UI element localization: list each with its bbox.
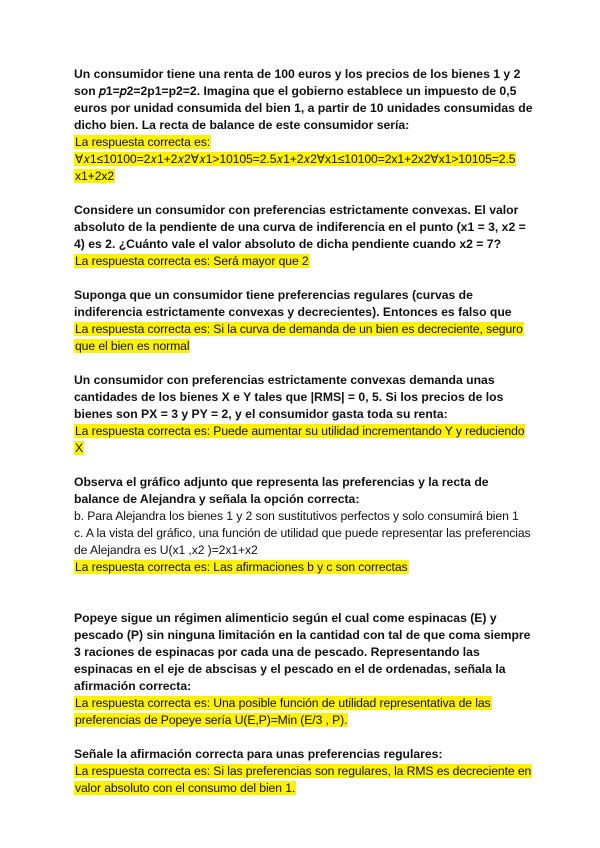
option-c-text: c. A la vista del gráfico, una función de utilidad que puede representar las preferencias de Alejandra es U(x1 ,x2 )=2x1+x2 — [74, 526, 531, 557]
spacer — [74, 355, 534, 372]
spacer — [74, 185, 534, 202]
question-block-6 — [74, 610, 534, 729]
spacer — [74, 457, 534, 474]
answer-text — [74, 321, 534, 355]
question-block-7 — [74, 746, 534, 797]
question-text: Considere un consumidor con preferencias estrictamente convexas. El valor absoluto de la pendiente de una curva de indiferencia en el punto (x1 = 3, x2 = 4) es 2. ¿Cuánto vale el valor absoluto de dicha pendiente cuando x2 = 7? — [74, 203, 526, 251]
answer-highlight: La respuesta correcta es: Puede aumentar su utilidad incrementando Y y reduciendo X — [75, 424, 525, 455]
answer-text — [74, 695, 534, 729]
question-text: Suponga que un consumidor tiene preferencias regulares (curvas de indiferencia estrictamente convexas y decrecientes). Entonces es falso que — [74, 288, 512, 319]
question-block-5 — [74, 474, 534, 576]
answer-highlight: La respuesta correcta es: Si la curva de demanda de un bien es decreciente, seguro que el bien es normal — [75, 322, 523, 353]
question-text: Un consumidor tiene una renta de 100 euros y los precios de los bienes 1 y 2 son 𝑝1=𝑝2=2p1=p2=2. Imagina que el gobierno establece un impuesto de 0,5 euros por unidad consumida del bien 1, a partir de 10 unidades consumidas de dicho bien. La recta de balance de este consumidor sería: — [74, 67, 533, 132]
answer-text — [74, 253, 534, 270]
answer-text — [74, 423, 534, 457]
answer-text — [74, 134, 534, 185]
answer-text — [74, 559, 534, 576]
spacer — [74, 270, 534, 287]
answer-highlight: La respuesta correcta es: Una posible función de utilidad representativa de las preferencias de Popeye sería U(E,P)=Min (E/3 , P). — [75, 696, 491, 727]
answer-text — [74, 763, 534, 797]
question-block-4 — [74, 372, 534, 457]
answer-highlight: La respuesta correcta es: Será mayor que 2 — [75, 254, 309, 268]
answer-highlight: La respuesta correcta es: Si las preferencias son regulares, la RMS es decreciente en valor absoluto con el consumo del bien 1. — [75, 764, 532, 795]
question-text: Señale la afirmación correcta para unas preferencias regulares: — [74, 747, 443, 761]
question-block-2 — [74, 202, 534, 270]
answer-highlight: La respuesta correcta es: ∀𝑥1≤10100=2𝑥1+2𝑥2∀𝑥1>10105=2.5𝑥1+2𝑥2∀x1≤10100=2x1+2x2∀x1>10105=2.5 x1+2x2 — [75, 135, 516, 183]
question-text: Observa el gráfico adjunto que representa las preferencias y la recta de balance de Alejandra y señala la opción correcta: — [74, 475, 489, 506]
answer-highlight: La respuesta correcta es: Las afirmaciones b y c son correctas — [75, 560, 408, 574]
question-block-1 — [74, 66, 534, 185]
question-text: Popeye sigue un régimen alimenticio según el cual come espinacas (E) y pescado (P) sin ninguna limitación en la cantidad con tal de que coma siempre 3 raciones de espinacas por cada una de pescado. Representando las espinacas en el eje de abscisas y el pescado en el de ordenadas, señala la afirmación correcta: — [74, 611, 531, 693]
spacer — [74, 576, 534, 610]
spacer — [74, 729, 534, 746]
question-block-3 — [74, 287, 534, 355]
option-b-text: b. Para Alejandra los bienes 1 y 2 son sustitutivos perfectos y solo consumirá bien 1 — [74, 509, 519, 523]
question-text: Un consumidor con preferencias estrictamente convexas demanda unas cantidades de los bienes X e Y tales que |RMS| = 0, 5. Si los precios de los bienes son PX = 3 y PY = 2, y el consumidor gasta toda su renta: — [74, 373, 504, 421]
document-page — [74, 66, 534, 797]
